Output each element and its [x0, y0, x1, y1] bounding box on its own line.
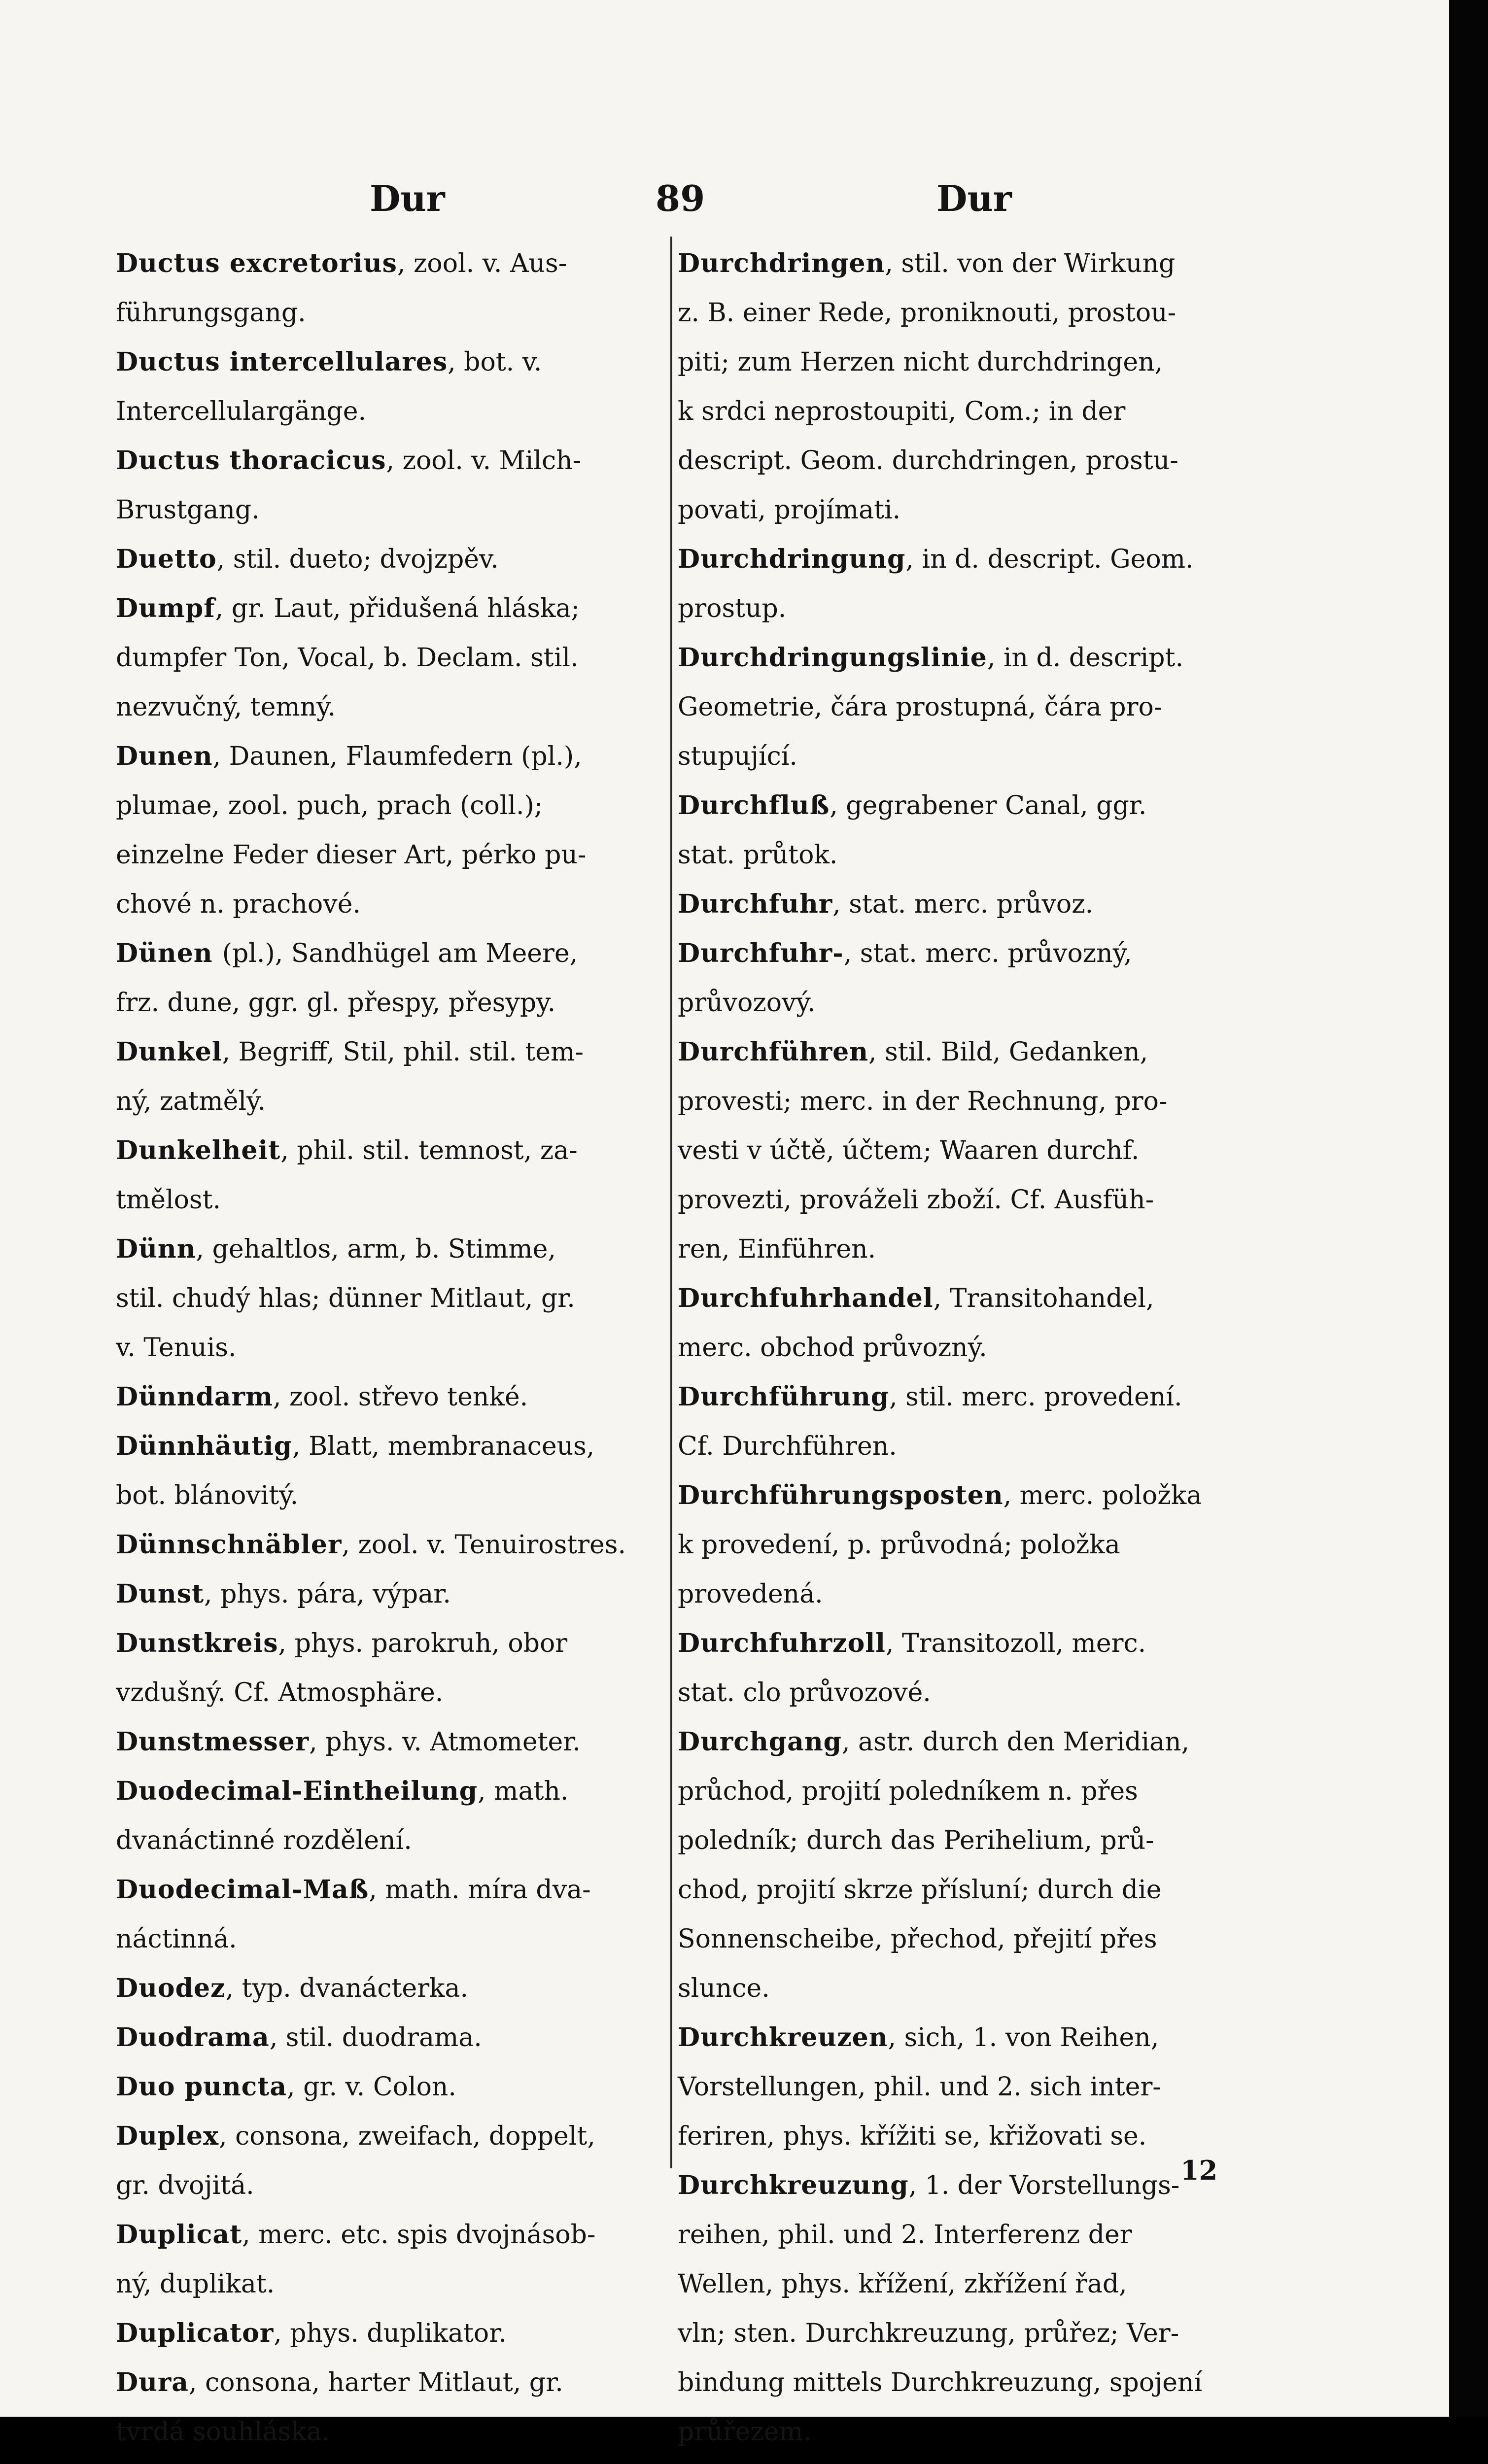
- dictionary-line: Duplicator, phys. duplikator.: [116, 2318, 507, 2348]
- headword: Duodecimal-Maß: [116, 1875, 369, 1905]
- page-number: 89: [656, 177, 705, 219]
- dictionary-line: Durchführungsposten, merc. položka: [678, 1480, 1202, 1510]
- dictionary-line: z. B. einer Rede, proniknouti, prostou-: [678, 298, 1177, 328]
- dictionary-line: Ductus excretorius, zool. v. Aus-: [116, 248, 567, 278]
- headword: Durchfluß: [678, 790, 830, 821]
- dictionary-line: vln; sten. Durchkreuzung, průřez; Ver-: [678, 2319, 1179, 2348]
- headword: Dunkel: [116, 1037, 222, 1067]
- headword: Durchdringen: [678, 248, 885, 278]
- headword: Dünnschnäbler: [116, 1530, 342, 1560]
- dictionary-line: Durchführen, stil. Bild, Gedanken,: [678, 1037, 1148, 1067]
- dictionary-line: Duodrama, stil. duodrama.: [116, 2022, 482, 2053]
- right-column: [678, 239, 1252, 2464]
- headword: Duodez: [116, 1973, 226, 2003]
- headword: Durchfuhr: [678, 889, 833, 919]
- dictionary-line: Duodecimal-Eintheilung, math.: [116, 1776, 569, 1806]
- dictionary-line: Dünnhäutig, Blatt, membranaceus,: [116, 1431, 595, 1461]
- headword: Durchführungsposten: [678, 1480, 1004, 1510]
- dictionary-line: stat. clo průvozové.: [678, 1678, 931, 1708]
- dictionary-line: stil. chudý hlas; dünner Mitlaut, gr.: [116, 1284, 575, 1313]
- dictionary-line: slunce.: [678, 1974, 770, 2003]
- dictionary-line: Dünn, gehaltlos, arm, b. Stimme,: [116, 1234, 556, 1264]
- dictionary-line: Duplex, consona, zweifach, doppelt,: [116, 2121, 595, 2151]
- dictionary-line: chod, projití skrze přísluní; durch die: [678, 1875, 1162, 1905]
- dictionary-line: povati, projímati.: [678, 495, 901, 525]
- dictionary-line: Durchkreuzen, sich, 1. von Reihen,: [678, 2022, 1159, 2053]
- dictionary-line: Dunen, Daunen, Flaumfedern (pl.),: [116, 741, 582, 771]
- dictionary-line: dumpfer Ton, Vocal, b. Declam. stil.: [116, 643, 579, 673]
- dictionary-line: průchod, projití poledníkem n. přes: [678, 1777, 1138, 1806]
- dictionary-line: Durchfuhrzoll, Transitozoll, merc.: [678, 1628, 1146, 1658]
- dictionary-line: führungsgang.: [116, 298, 306, 328]
- dictionary-line: Dunkel, Begriff, Stil, phil. stil. tem-: [116, 1037, 584, 1067]
- headword: Dunstkreis: [116, 1628, 278, 1658]
- dictionary-line: Durchdringung, in d. descript. Geom.: [678, 544, 1194, 574]
- dictionary-line: ren, Einführen.: [678, 1234, 876, 1264]
- dictionary-line: Dumpf, gr. Laut, přidušená hláska;: [116, 593, 580, 623]
- dictionary-line: gr. dvojitá.: [116, 2171, 254, 2200]
- dictionary-line: Ductus intercellulares, bot. v.: [116, 347, 542, 377]
- scan-border: [1449, 0, 1488, 2417]
- headword: Duplicator: [116, 2318, 274, 2348]
- dictionary-line: Ductus thoracicus, zool. v. Milch-: [116, 445, 582, 476]
- header-left-guideword: Dur: [370, 177, 445, 219]
- headword: Dunst: [116, 1579, 205, 1609]
- dictionary-line: k provedení, p. průvodná; položka: [678, 1530, 1120, 1560]
- headword: Dumpf: [116, 593, 215, 623]
- dictionary-line: Durchfuhr, stat. merc. průvoz.: [678, 889, 1094, 919]
- headword: Dünnhäutig: [116, 1431, 292, 1461]
- dictionary-line: Intercellulargänge.: [116, 397, 367, 426]
- dictionary-line: chové n. prachové.: [116, 890, 361, 919]
- dictionary-line: vzdušný. Cf. Atmosphäre.: [116, 1678, 444, 1708]
- dictionary-line: nezvučný, temný.: [116, 692, 336, 722]
- header-right-guideword: Dur: [936, 177, 1012, 219]
- dictionary-line: Vorstellungen, phil. und 2. sich inter-: [678, 2072, 1161, 2102]
- headword: Dunstmesser: [116, 1727, 310, 1757]
- dictionary-line: bot. blánovitý.: [116, 1481, 299, 1510]
- dictionary-line: tmělost.: [116, 1185, 221, 1215]
- headword: Duplex: [116, 2121, 219, 2151]
- dictionary-line: [116, 2457, 670, 2464]
- dictionary-line: ný, duplikat.: [116, 2269, 275, 2299]
- headword: Durchkreuzung: [678, 2170, 909, 2200]
- dictionary-line: provedená.: [678, 1579, 823, 1609]
- headword: Duetto: [116, 544, 217, 574]
- dictionary-line: ný, zatmělý.: [116, 1087, 266, 1116]
- dictionary-line: Dunstmesser, phys. v. Atmometer.: [116, 1727, 581, 1757]
- dictionary-line: Wellen, phys. křížení, zkřížení řad,: [678, 2269, 1127, 2299]
- dictionary-line: Dünnschnäbler, zool. v. Tenuirostres.: [116, 1530, 626, 1560]
- dictionary-line: Sonnenscheibe, přechod, přejití přes: [678, 1924, 1157, 1954]
- headword: Duodrama: [116, 2022, 270, 2053]
- dictionary-line: tvrdá souhláska.: [116, 2417, 330, 2447]
- headword: Durchdringungslinie: [678, 643, 987, 673]
- dictionary-line: Durchfuhrhandel, Transitohandel,: [678, 1283, 1154, 1313]
- dictionary-line: merc. obchod průvozný.: [678, 1333, 987, 1363]
- dictionary-line: Durchfuhr-, stat. merc. průvozný,: [678, 938, 1132, 968]
- dictionary-line: Dura, consona, harter Mitlaut, gr.: [116, 2367, 563, 2397]
- column-divider: [670, 237, 672, 2168]
- headword: Dünen: [116, 938, 222, 968]
- dictionary-line: stat. průtok.: [678, 840, 838, 870]
- dictionary-line: průřezem.: [678, 2417, 812, 2447]
- dictionary-line: k srdci neprostoupiti, Com.; in der: [678, 397, 1126, 426]
- headword: Durchführen: [678, 1037, 869, 1067]
- dictionary-line: Duo puncta, gr. v. Colon.: [116, 2072, 456, 2102]
- dictionary-line: provesti; merc. in der Rechnung, pro-: [678, 1087, 1168, 1116]
- headword: Dünndarm: [116, 1382, 273, 1412]
- headword: Ductus excretorius: [116, 248, 397, 278]
- dictionary-line: Brustgang.: [116, 495, 260, 525]
- dictionary-line: stupující.: [678, 742, 797, 771]
- headword: Ductus intercellulares: [116, 347, 448, 377]
- dictionary-line: frz. dune, ggr. gl. přespy, přesypy.: [116, 988, 556, 1018]
- dictionary-line: Durchführung, stil. merc. provedení.: [678, 1382, 1182, 1412]
- headword: Dunkelheit: [116, 1135, 281, 1165]
- dictionary-line: feriren, phys. křížiti se, křižovati se.: [678, 2122, 1147, 2151]
- dictionary-line: Dunstkreis, phys. parokruh, obor: [116, 1628, 568, 1658]
- dictionary-line: poledník; durch das Perihelium, prů-: [678, 1826, 1154, 1855]
- dictionary-line: Duetto, stil. dueto; dvojzpěv.: [116, 544, 499, 574]
- headword: Dünn: [116, 1234, 196, 1264]
- dictionary-line: Dünndarm, zool. střevo tenké.: [116, 1382, 528, 1412]
- headword: Duplicat: [116, 2220, 242, 2250]
- dictionary-line: dvanáctinné rozdělení.: [116, 1826, 412, 1855]
- dictionary-line: descript. Geom. durchdringen, prostu-: [678, 446, 1178, 476]
- dictionary-line: průvozový.: [678, 988, 816, 1018]
- dictionary-line: Durchfluß, gegrabener Canal, ggr.: [678, 790, 1147, 821]
- dictionary-line: Cf. Durchführen.: [678, 1432, 897, 1461]
- headword: Dura: [116, 2367, 189, 2397]
- dictionary-line: Durchdringungslinie, in d. descript.: [678, 643, 1183, 673]
- dictionary-line: einzelne Feder dieser Art, pérko pu-: [116, 840, 587, 870]
- dictionary-line: Duplicat, merc. etc. spis dvojnásob-: [116, 2220, 596, 2250]
- dictionary-line: prostup.: [678, 594, 787, 623]
- headword: Duodecimal-Eintheilung: [116, 1776, 478, 1806]
- dictionary-line: plumae, zool. puch, prach (coll.);: [116, 791, 543, 821]
- headword: Duo puncta: [116, 2072, 287, 2102]
- headword: Durchdringung: [678, 544, 906, 574]
- headword: Durchfuhrzoll: [678, 1628, 886, 1658]
- dictionary-line: bindung mittels Durchkreuzung, spojení: [678, 2368, 1203, 2397]
- headword: Durchfuhrhandel: [678, 1283, 934, 1313]
- headword: Ductus thoracicus: [116, 445, 386, 476]
- headword: Durchfuhr-: [678, 938, 844, 968]
- headword: Durchgang: [678, 1727, 842, 1757]
- dictionary-line: reihen, phil. und 2. Interferenz der: [678, 2220, 1132, 2250]
- dictionary-line: Durchkreuzung, 1. der Vorstellungs-: [678, 2170, 1180, 2200]
- signature-mark: 12: [1180, 2155, 1218, 2186]
- dictionary-line: Dunst, phys. pára, výpar.: [116, 1579, 451, 1609]
- dictionary-line: náctinná.: [116, 1924, 237, 1954]
- page-header: [113, 168, 1267, 227]
- dictionary-line: Durchdringen, stil. von der Wirkung: [678, 248, 1176, 278]
- dictionary-line: Geometrie, čára prostupná, čára pro-: [678, 692, 1163, 722]
- dictionary-line: Durchgang, astr. durch den Meridian,: [678, 1727, 1190, 1757]
- dictionary-line: [678, 2457, 1252, 2464]
- dictionary-line: Duodecimal-Maß, math. míra dva-: [116, 1875, 591, 1905]
- dictionary-line: Dünen (pl.), Sandhügel am Meere,: [116, 938, 578, 968]
- headword: Durchführung: [678, 1382, 890, 1412]
- headword: Dunen: [116, 741, 213, 771]
- dictionary-line: Dunkelheit, phil. stil. temnost, za-: [116, 1135, 578, 1165]
- dictionary-line: piti; zum Herzen nicht durchdringen,: [678, 347, 1163, 377]
- dictionary-line: v. Tenuis.: [116, 1333, 237, 1363]
- dictionary-line: vesti v účtě, účtem; Waaren durchf.: [678, 1136, 1140, 1165]
- dictionary-line: provezti, prováželi zboží. Cf. Ausfüh-: [678, 1185, 1154, 1215]
- headword: Durchkreuzen: [678, 2022, 888, 2053]
- left-column: [116, 239, 670, 2464]
- dictionary-line: Duodez, typ. dvanácterka.: [116, 1973, 469, 2003]
